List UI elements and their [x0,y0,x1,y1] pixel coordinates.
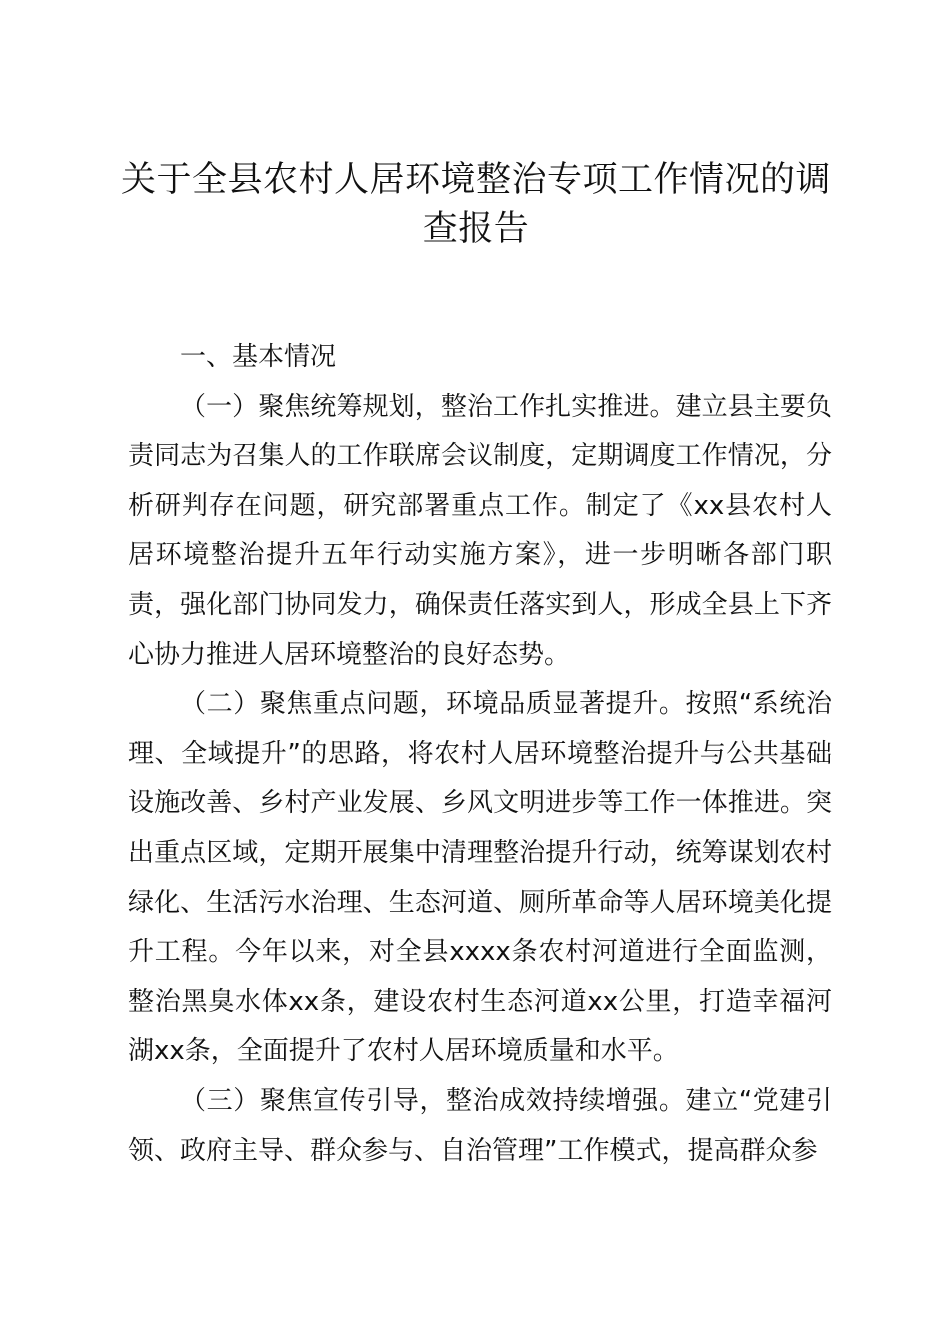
document-body [128,333,832,1176]
document-title: 关于全县农村人居环境整治专项工作情况的调查报告 [120,160,831,249]
paragraph-2: （二）聚焦重点问题，环境品质显著提升。按照“系统治理、全域提升”的思路，将农村人居环境整治提升与公共基础设施改善、乡村产业发展、乡风文明进步等工作一体推进。突出重点区域，定期开展集中清理整治提升行动，统筹谋划农村绿化、生活污水治理、生态河道、厕所革命等人居环境美化提升工程。今年以来，对全县xxxx条农村河道进行全面监测，整治黑臭水体xx条，建设农村生态河道xx公里，打造幸福河湖xx条，全面提升了农村人居环境质量和水平。 [128,689,832,1067]
section-heading: 一、基本情况 [180,342,337,372]
paragraph-3: （三）聚焦宣传引导，整治成效持续增强。建立“党建引领、政府主导、群众参与、自治管理”工作模式，提高群众参 [128,1085,832,1166]
paragraph-1: （一）聚焦统筹规划，整治工作扎实推进。建立县主要负责同志为召集人的工作联席会议制度，定期调度工作情况，分析研判存在问题，研究部署重点工作。制定了《xx县农村人居环境整治提升五年行动实施方案》，进一步明晰各部门职责，强化部门协同发力，确保责任落实到人，形成全县上下齐心协力推进人居环境整治的良好态势。 [128,391,832,670]
